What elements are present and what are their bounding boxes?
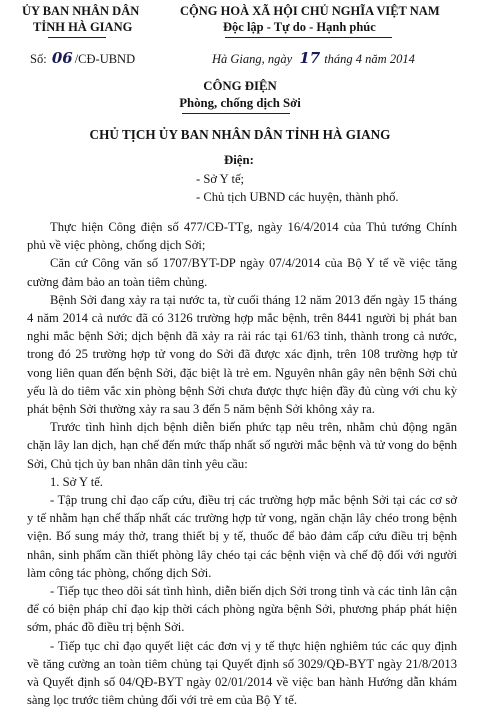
body-paragraph: Trước tình hình dịch bệnh diễn biến phức tạp nêu trên, nhằm chủ động ngăn chặn lây lan dịch, hạn chế đến mức thấp nhất số người mắc bệnh và tử vong do bệnh Sởi, Chủ tịch ủy ban nhân dân tỉnh yêu cầu: (27, 420, 457, 471)
right-header-rule (225, 37, 392, 38)
date-day-handwritten: 17 (299, 49, 321, 67)
body-paragraph: Thực hiện Công điện số 477/CĐ-TTg, ngày 16/4/2014 của Thủ tướng Chính phủ về việc phòng, chống dịch Sởi; (27, 220, 457, 253)
date-prefix: Hà Giang, ngày (212, 52, 293, 66)
document-subject: Phòng, chống dịch Sởi (179, 96, 301, 110)
section-heading: 1. Sở Y tế. (50, 474, 103, 489)
body-paragraph: - Tập trung chỉ đạo cấp cứu, điều trị các trường hợp mắc bệnh Sởi tại các cơ sở y tế nhằm hạn chế thấp nhất các trường hợp tử vong, ngăn chặn lây chéo trong bệnh viện. Bố sung máy thở, trang thiết bị y tế, thuốc để bảo đảm cấp cứu điều trị bệnh nhân, sinh phẩm cần thiết phòng lây chéo tại các bệnh viện và chế độ đối với người làm công tác phòng, chống dịch Sởi. (27, 493, 457, 580)
left-header-rule (48, 37, 106, 38)
sender-title: CHỦ TỊCH ỦY BAN NHÂN DÂN TỈNH HÀ GIANG (89, 127, 391, 142)
issue-date (212, 49, 415, 67)
number-prefix: Số: (30, 52, 47, 66)
recipient-item: - Sở Y tế; (196, 172, 245, 186)
national-motto: Độc lập - Tự do - Hạnh phúc (223, 20, 376, 34)
number-handwritten: 06 (51, 49, 73, 67)
body-paragraph: - Tiếp tục chỉ đạo quyết liệt các đơn vị y tế thực hiện nghiêm túc các quy định về tăng cường an toàn tiêm chủng tại Quyết định số 3029/QĐ-BYT ngày 21/8/2013 và Quyết định số 04/QĐ-BYT ngày 02/01/2014 về việc ban hành Hướng dẫn khám sàng lọc trước tiêm chủng đối với trẻ em của Bộ Y tế. (27, 638, 457, 708)
title-rule (182, 113, 290, 114)
national-title: CỘNG HOÀ XÃ HỘI CHỦ NGHĨA VIỆT NAM (180, 4, 440, 18)
number-suffix: /CĐ-UBND (74, 52, 136, 66)
province-name: TỈNH HÀ GIANG (33, 20, 133, 34)
agency-name: ỦY BAN NHÂN DÂN (22, 4, 140, 18)
body-paragraph: - Tiếp tục theo dõi sát tình hình, diễn biến dịch Sởi trong tỉnh và các tỉnh lân cận để có biện pháp chỉ đạo kịp thời cách phòng ngừa bệnh Sởi, phương pháp phát hiện sớm, phác đồ điều trị bệnh Sởi. (27, 584, 457, 635)
document-type-title: CÔNG ĐIỆN (203, 79, 277, 93)
body-paragraph: Bệnh Sởi đang xảy ra tại nước ta, từ cuối tháng 12 năm 2013 đến ngày 15 tháng 4 năm 2014 cả nước đã có 3126 trường hợp mắc bệnh, trên 8441 người bị phát ban nghi mắc bệnh Sởi; dịch bệnh đã xảy ra rải rác tại 61/63 tỉnh, thành trong cả nước, trong đó 25 trường hợp tử vong do Sởi đã được xác định, trên 108 trường hợp tử vong liên quan đến bệnh Sởi, đặc biệt là trẻ em. Nguyên nhân gây nên bệnh Sởi chủ yếu là do tiêm vắc xin phòng bệnh Sởi chưa được thực hiện đầy đủ cùng với chu kỳ phát bệnh Sởi thường xảy ra sau 3 đến 5 năm bệnh Sởi không xảy ra. (27, 292, 457, 417)
document-body (27, 218, 457, 709)
recipient-item: - Chủ tịch UBND các huyện, thành phố. (196, 190, 399, 204)
document-number (30, 49, 135, 67)
recipients-label: Điện: (224, 153, 254, 167)
body-paragraph: Căn cứ Công văn số 1707/BYT-DP ngày 07/4/2014 của Bộ Y tế về việc tăng cường đảm bảo an toàn tiêm chủng. (27, 256, 457, 289)
date-suffix: tháng 4 năm 2014 (324, 52, 415, 66)
